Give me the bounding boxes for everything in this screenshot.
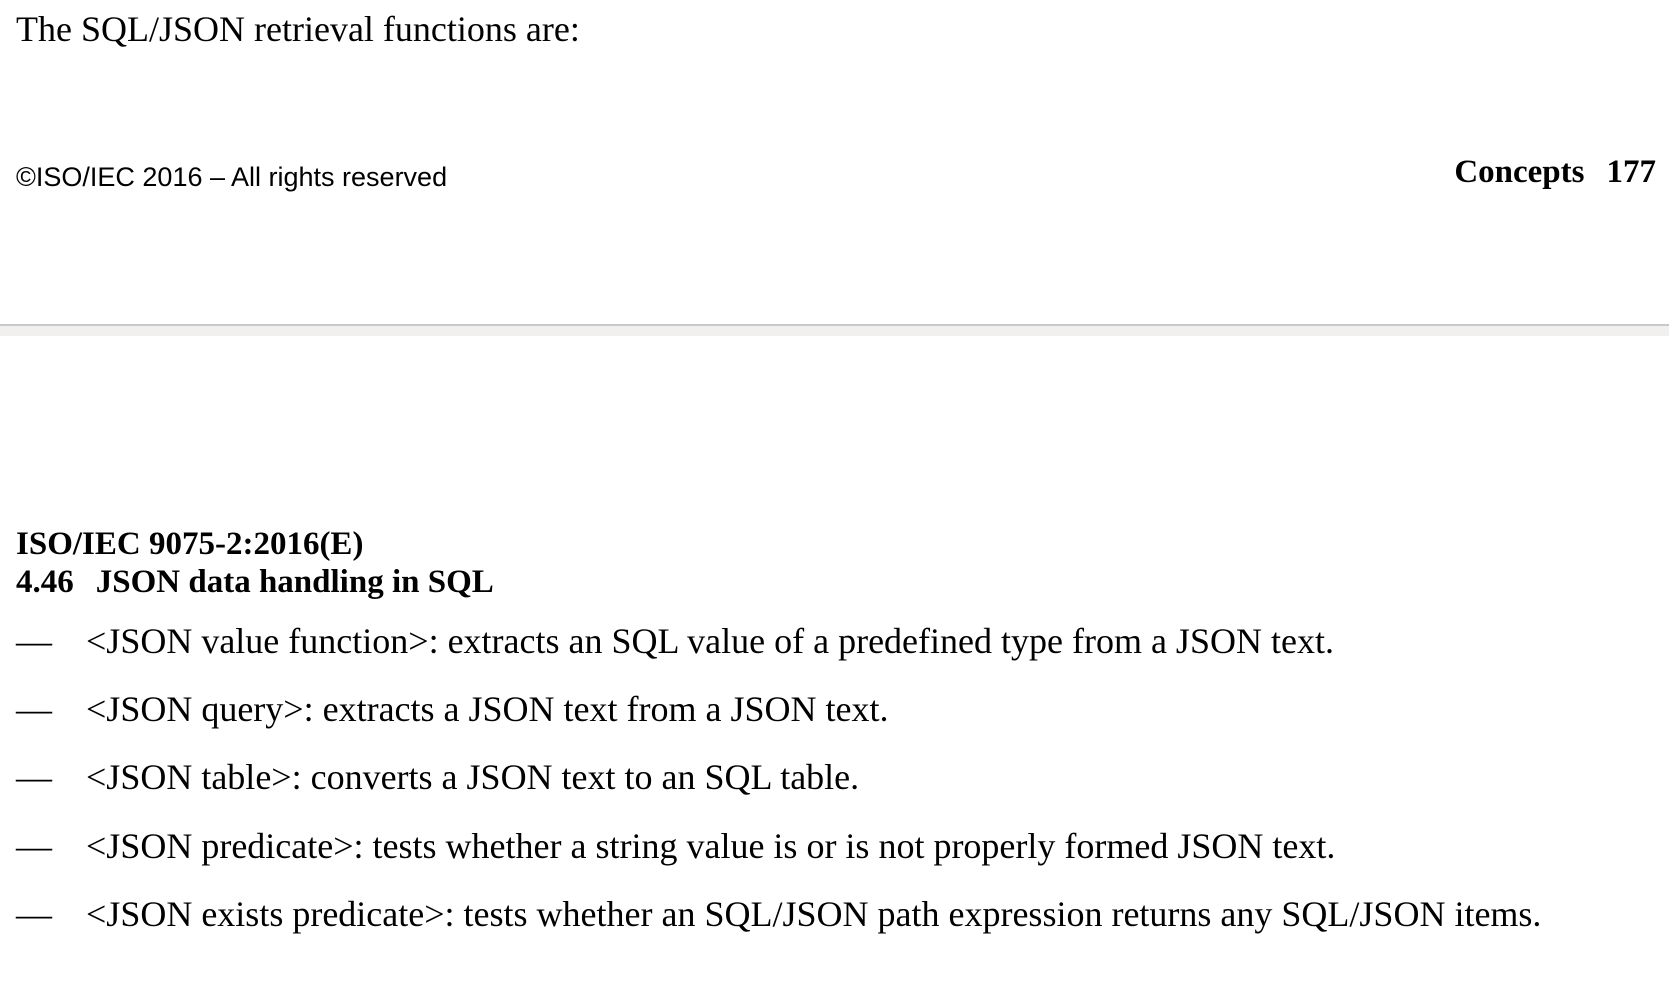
list-item (16, 893, 1541, 935)
list-item (16, 825, 1335, 867)
section-number: 4.46 (16, 564, 74, 600)
list-item-text: <JSON predicate>: tests whether a string value is or is not properly formed JSON text. (86, 826, 1336, 866)
page-separator (0, 324, 1669, 336)
copyright-footer: ©ISO/IEC 2016 – All rights reserved (16, 162, 448, 192)
section-heading (16, 564, 494, 601)
list-item-text: <JSON query>: extracts a JSON text from a JSON text. (86, 689, 889, 729)
page-number: 177 (1606, 154, 1656, 190)
list-marker: — (16, 689, 52, 729)
list-marker: — (16, 894, 52, 934)
list-marker: — (16, 757, 52, 797)
page-footer-right (1454, 154, 1656, 191)
document-page-top (0, 0, 1669, 324)
section-title: JSON data handling in SQL (95, 564, 494, 600)
list-item (16, 620, 1334, 662)
list-marker: — (16, 621, 52, 661)
list-item-text: <JSON exists predicate>: tests whether an SQL/JSON path expression returns any SQL/JSON items. (86, 894, 1542, 934)
document-page-bottom (0, 336, 1669, 1000)
list-item-text: <JSON table>: converts a JSON text to an SQL table. (86, 757, 860, 797)
intro-paragraph: The SQL/JSON retrieval functions are: (16, 9, 580, 49)
list-item-text: <JSON value function>: extracts an SQL value of a predefined type from a JSON text. (86, 621, 1334, 661)
list-item (16, 756, 859, 798)
list-marker: — (16, 826, 52, 866)
footer-section-label: Concepts (1454, 154, 1585, 190)
list-item (16, 688, 889, 730)
document-id-header: ISO/IEC 9075-2:2016(E) (16, 526, 364, 562)
